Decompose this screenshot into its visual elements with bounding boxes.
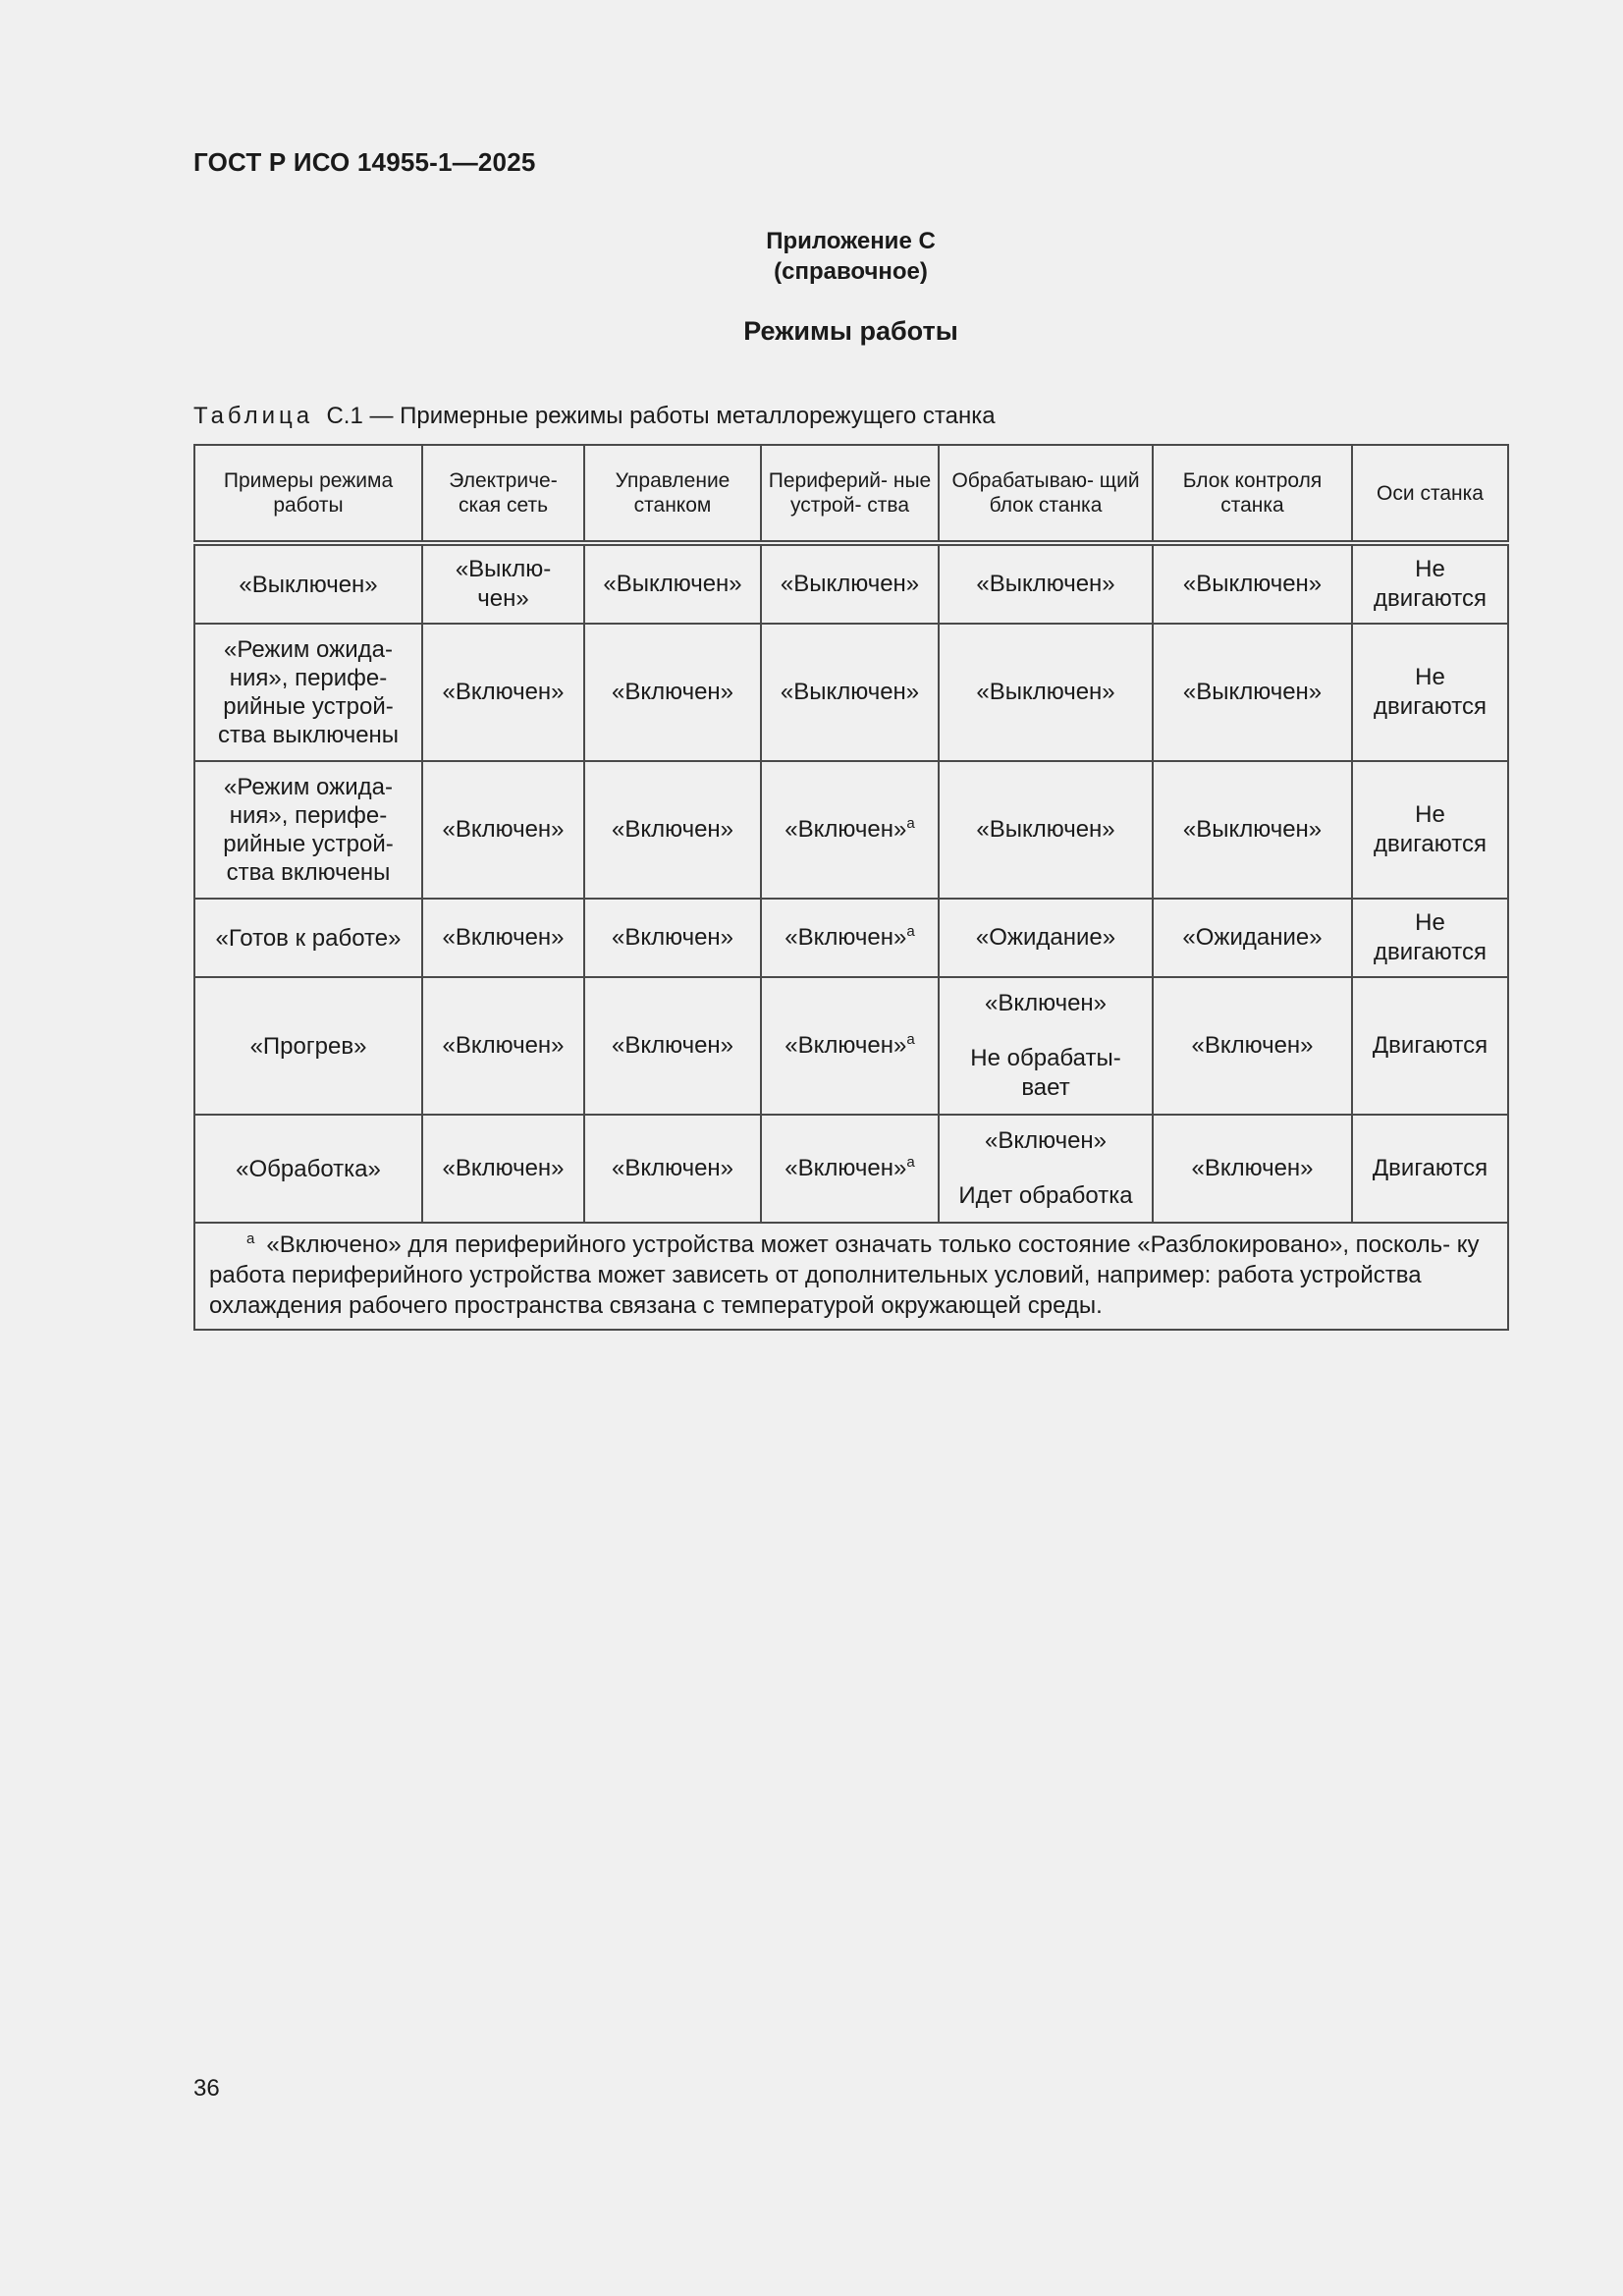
footnote-text: «Включено» для периферийного устройства может означать только состояние «Разблокировано», посколь- ку работа периферийного устройства может зависеть от дополнительных условий, например: работа устройства охлаждения рабочего пространства связана с температурой окружающей среды. (209, 1231, 1480, 1319)
cell-mode: «Выключен» (194, 543, 422, 624)
table-row (194, 543, 1508, 624)
cell-power: «Включен» (422, 899, 584, 977)
cell-axes: Не двигаются (1352, 761, 1508, 899)
cell-mode: «Режим ожида- ния», перифе- рийные устрой- ства включены (194, 761, 422, 899)
cell-spacer (946, 1018, 1146, 1044)
table-row (194, 1115, 1508, 1223)
operating-modes-table (193, 444, 1509, 1331)
cell-control: «Выключен» (584, 543, 761, 624)
cell-peripheral (761, 977, 939, 1115)
table-header-row (194, 445, 1508, 543)
cell-processing-detail: Не обрабаты- вает (970, 1045, 1121, 1101)
cell-peripheral-value: «Включен» (784, 816, 907, 843)
header-power: Электриче- ская сеть (422, 445, 584, 543)
footnote-marker: a (906, 815, 915, 832)
cell-monitoring: «Выключен» (1153, 543, 1352, 624)
cell-control: «Включен» (584, 624, 761, 761)
cell-mode: «Прогрев» (194, 977, 422, 1115)
document-code: ГОСТ Р ИСО 14955-1—2025 (193, 147, 536, 177)
cell-axes: Двигаются (1352, 1115, 1508, 1223)
table-caption-text: С.1 — Примерные режимы работы металлорежущего станка (326, 403, 996, 429)
cell-mode: «Режим ожида- ния», перифе- рийные устрой- ства выключены (194, 624, 422, 761)
cell-peripheral (761, 543, 939, 624)
header-peripheral: Периферий- ные устрой- ства (761, 445, 939, 543)
header-monitoring: Блок контроля станка (1153, 445, 1352, 543)
cell-processing-state: «Включен» (984, 1127, 1108, 1154)
cell-peripheral (761, 899, 939, 977)
table-caption (193, 403, 996, 430)
header-axes: Оси станка (1352, 445, 1508, 543)
cell-peripheral-value: «Выключен» (780, 571, 920, 597)
cell-axes: Не двигаются (1352, 624, 1508, 761)
cell-processing: «Ожидание» (939, 899, 1153, 977)
cell-processing (939, 1115, 1153, 1223)
annex-status: (справочное) (774, 258, 928, 285)
cell-processing (939, 977, 1153, 1115)
cell-processing-state: «Включен» (984, 990, 1108, 1016)
cell-mode: «Обработка» (194, 1115, 422, 1223)
footnote-mark: a (246, 1230, 255, 1247)
cell-axes: Двигаются (1352, 977, 1508, 1115)
cell-monitoring: «Выключен» (1153, 761, 1352, 899)
cell-peripheral-value: «Включен» (784, 924, 907, 951)
cell-axes: Не двигаются (1352, 543, 1508, 624)
cell-processing: «Выключен» (939, 624, 1153, 761)
cell-peripheral-value: «Выключен» (780, 679, 920, 705)
cell-control: «Включен» (584, 761, 761, 899)
cell-axes: Не двигаются (1352, 899, 1508, 977)
cell-mode: «Готов к работе» (194, 899, 422, 977)
footnote-marker: a (906, 1154, 915, 1171)
cell-peripheral (761, 761, 939, 899)
footnote-marker: a (906, 923, 915, 940)
cell-control: «Включен» (584, 1115, 761, 1223)
section-title: Режимы работы (743, 316, 958, 346)
cell-processing: «Выключен» (939, 761, 1153, 899)
cell-processing-detail: Идет обработка (958, 1182, 1133, 1209)
cell-peripheral (761, 1115, 939, 1223)
cell-power: «Включен» (422, 977, 584, 1115)
annex-title: Приложение С (766, 228, 936, 254)
header-processing: Обрабатываю- щий блок станка (939, 445, 1153, 543)
cell-processing: «Выключен» (939, 543, 1153, 624)
cell-monitoring: «Ожидание» (1153, 899, 1352, 977)
cell-control: «Включен» (584, 977, 761, 1115)
table-footnote (194, 1223, 1508, 1330)
cell-power: «Включен» (422, 761, 584, 899)
cell-peripheral (761, 624, 939, 761)
cell-power: «Выклю- чен» (422, 543, 584, 624)
table-row (194, 977, 1508, 1115)
cell-power: «Включен» (422, 1115, 584, 1223)
cell-control: «Включен» (584, 899, 761, 977)
table-row (194, 624, 1508, 761)
table-row (194, 761, 1508, 899)
footnote-marker: a (906, 1031, 915, 1048)
cell-peripheral-value: «Включен» (784, 1155, 907, 1181)
cell-monitoring: «Включен» (1153, 1115, 1352, 1223)
table-footnote-row (194, 1223, 1508, 1330)
annex-heading (0, 226, 1623, 287)
cell-spacer (946, 1156, 1146, 1181)
cell-power: «Включен» (422, 624, 584, 761)
table-row (194, 899, 1508, 977)
header-control: Управление станком (584, 445, 761, 543)
cell-monitoring: «Включен» (1153, 977, 1352, 1115)
header-mode: Примеры режима работы (194, 445, 422, 543)
cell-monitoring: «Выключен» (1153, 624, 1352, 761)
cell-peripheral-value: «Включен» (784, 1032, 907, 1059)
page-number: 36 (193, 2075, 220, 2102)
table-caption-prefix: Таблица (193, 403, 314, 429)
